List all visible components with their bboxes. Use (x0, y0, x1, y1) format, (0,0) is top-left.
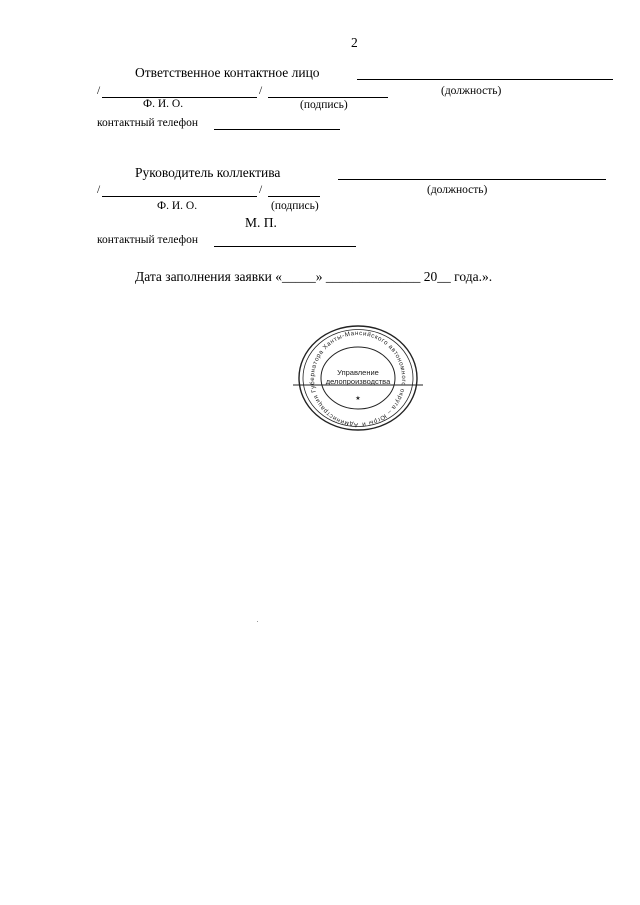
stamp-ring-text: Администрация Губернатора Ханты-Мансийского автономного округа – Югры и Правительства (290, 318, 408, 429)
leader-phone-label: контактный телефон (97, 234, 199, 246)
stamp-center-line2: делопроизводства (325, 377, 391, 386)
contact-person-slash-left: / (97, 85, 101, 97)
leader-signature-caption: (подпись) (271, 200, 319, 212)
scan-speck (257, 621, 258, 622)
leader-phone-line[interactable] (214, 246, 356, 247)
contact-person-fio-caption: Ф. И. О. (143, 98, 184, 110)
leader-signature-line[interactable] (268, 196, 320, 197)
contact-person-position-caption: (должность) (441, 85, 502, 97)
seal-place-label: М. П. (245, 215, 277, 230)
leader-fio-caption: Ф. И. О. (157, 200, 198, 212)
leader-slash-mid: / (259, 184, 263, 196)
leader-position-caption: (должность) (427, 184, 488, 196)
official-stamp (290, 318, 423, 431)
contact-person-phone-label: контактный телефон (97, 117, 199, 129)
contact-person-slash-mid: / (259, 85, 263, 97)
leader-fio-line[interactable] (102, 196, 257, 197)
contact-person-title: Ответственное контактное лицо (135, 65, 320, 80)
stamp-graphic (290, 318, 423, 431)
leader-title: Руководитель коллектива (135, 165, 281, 180)
page-number: 2 (351, 35, 358, 50)
stamp-center-line1: Управление (337, 368, 379, 377)
leader-slash-left: / (97, 184, 101, 196)
contact-person-signature-caption: (подпись) (300, 99, 348, 111)
contact-person-phone-line[interactable] (214, 129, 340, 130)
contact-person-position-line[interactable] (357, 79, 613, 80)
leader-position-line[interactable] (338, 179, 606, 180)
stamp-star-icon: ★ (355, 396, 361, 402)
contact-person-signature-line[interactable] (268, 97, 388, 98)
application-date-line: Дата заполнения заявки «_____» ______________ 20__ года.». (135, 269, 493, 284)
